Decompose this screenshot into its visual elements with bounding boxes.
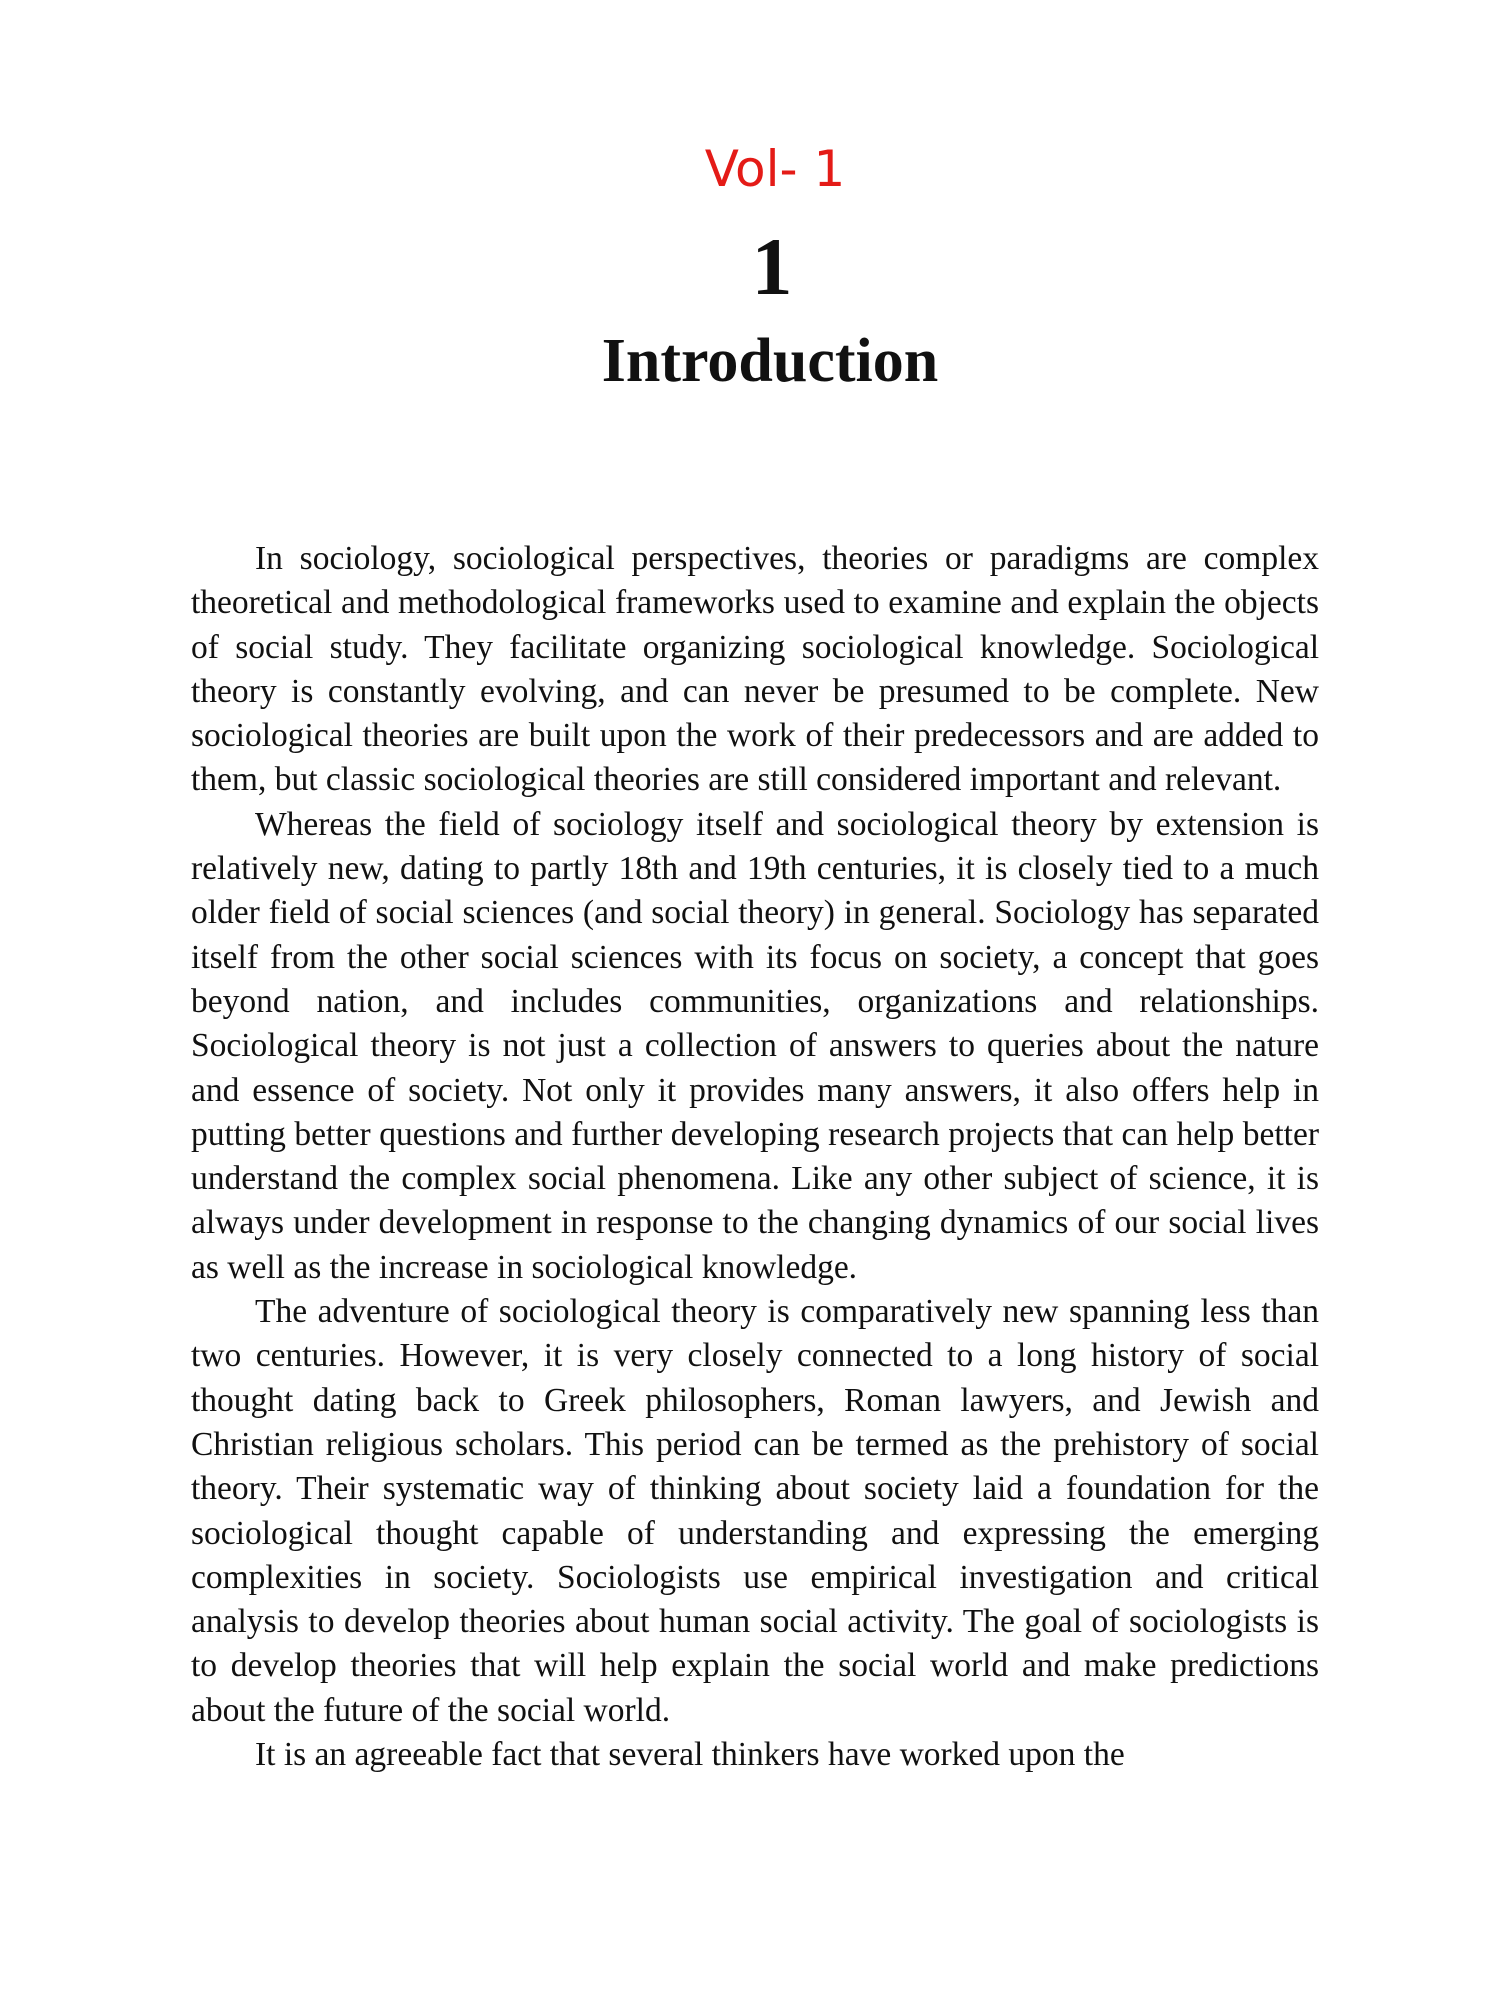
chapter-title: Introduction (601, 327, 939, 395)
chapter-body (191, 537, 1319, 1777)
paragraph: In sociology, sociological perspectives, theories or paradigms are complex theoretical and methodological frameworks used to examine and explain the objects of social study. They facilitate organizing sociological knowledge. Sociological theory is constantly evolving, and can never be presumed to be complete. New sociological theories are built upon the work of their predecessors and are added to them, but classic sociological theories are still considered important and relevant. (191, 540, 1319, 799)
chapter-number: 1 (751, 221, 793, 312)
paragraph: The adventure of sociological theory is comparatively new spanning less than two centuries. However, it is very closely connected to a long history of social thought dating back to Greek philosophers, Roman lawyers, and Jewish and Christian religious scholars. This period can be termed as the prehistory of social theory. Their systematic way of thinking about society laid a foundation for the sociological thought capable of understanding and expressing the emerging complexities in society. Sociologists use empirical investigation and critical analysis to develop theories about human social activity. The goal of sociologists is to develop theories that will help explain the social world and make predictions about the future of the social world. (191, 1293, 1319, 1729)
paragraph: It is an agreeable fact that several thinkers have worked upon the (255, 1736, 1125, 1774)
paragraph: Whereas the field of sociology itself and sociological theory by extension is relatively new, dating to partly 18th and 19th centuries, it is closely tied to a much older field of social sciences (and social theory) in general. Sociology has separated itself from the other social sciences with its focus on society, a concept that goes beyond nation, and includes communities, organizations and relationships. Sociological theory is not just a collection of answers to queries about the nature and essence of society. Not only it provides many answers, it also offers help in putting better questions and further developing research projects that can help better understand the complex social phenomena. Like any other subject of science, it is always under development in response to the changing dynamics of our social lives as well as the increase in sociological knowledge. (191, 805, 1319, 1286)
volume-label: Vol- 1 (704, 140, 846, 198)
